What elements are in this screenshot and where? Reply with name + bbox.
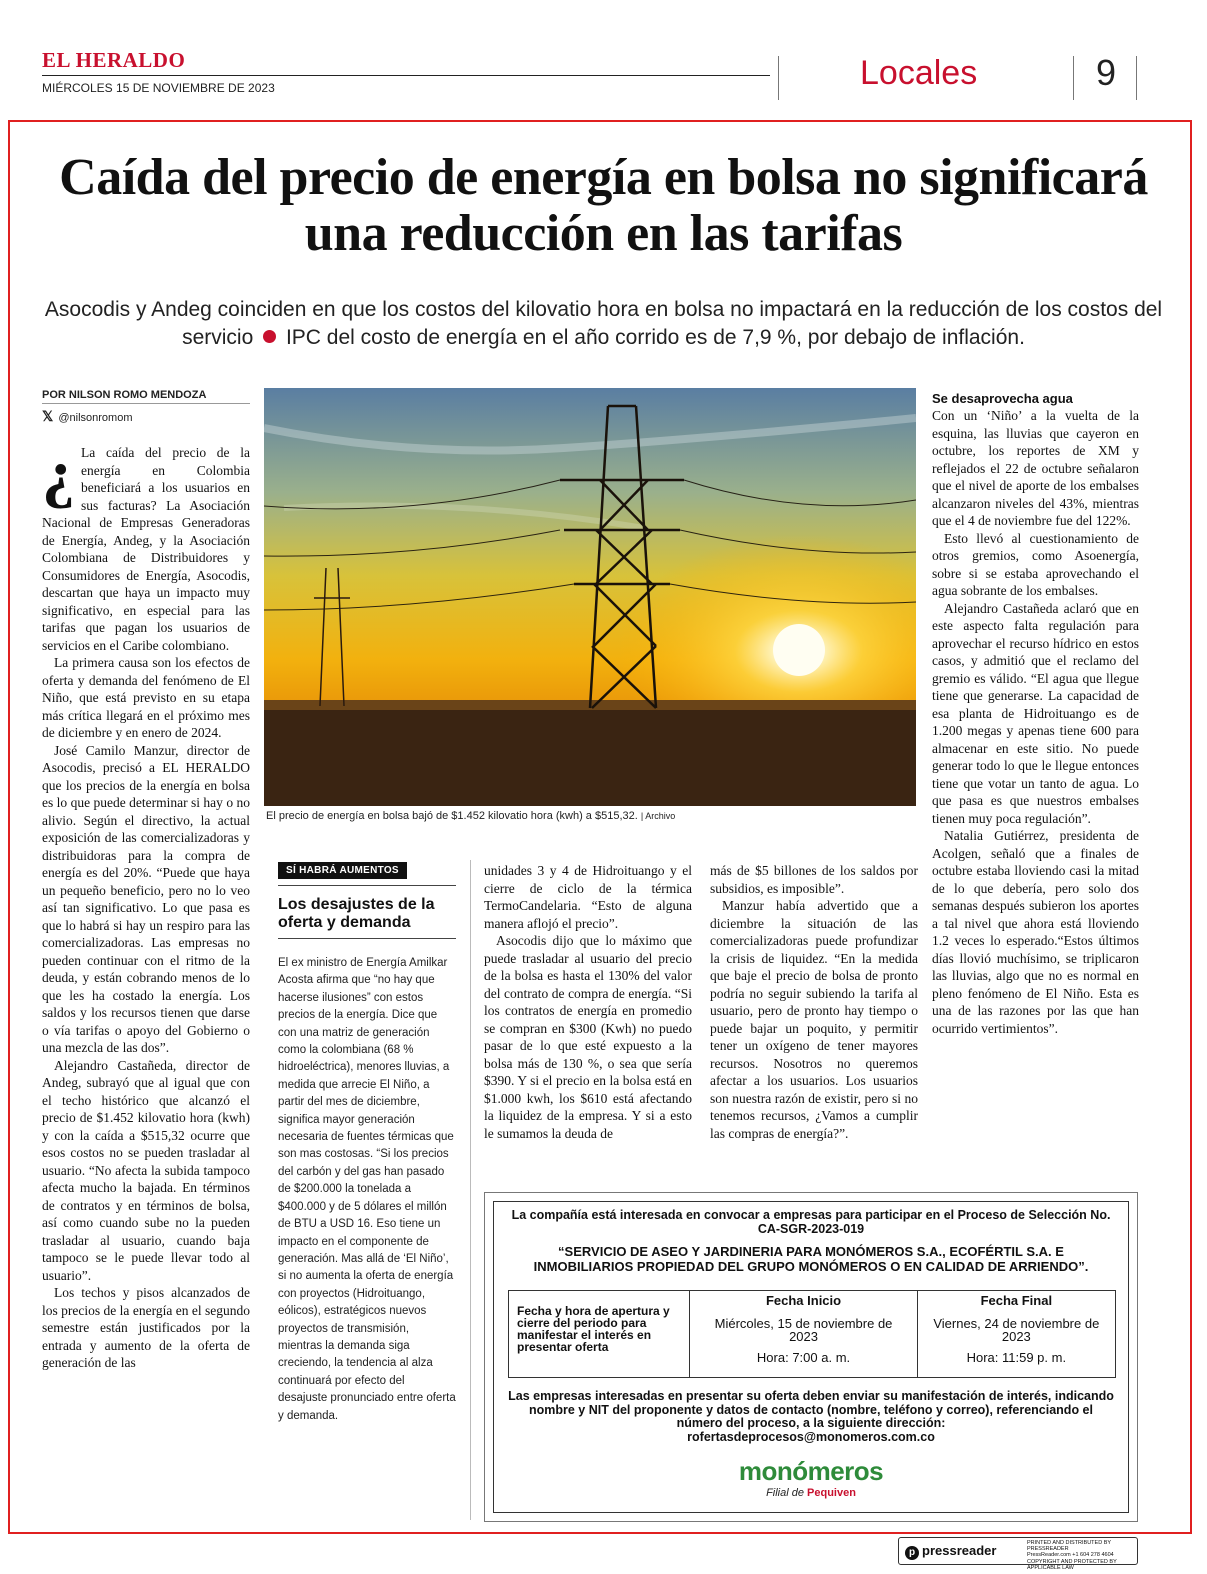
ad-intro: La compañía está interesada en convocar a empresas para participar en el Proceso de Selección No. CA-SGR-2023-019 (511, 1208, 1111, 1236)
divider (1073, 56, 1074, 100)
start-label: Fecha Inicio (765, 1293, 842, 1308)
article-column-3 (710, 862, 918, 1182)
transmission-tower-sunset-image (264, 388, 916, 806)
ad-period-label: Fecha y hora de apertura y cierre del periodo para manifestar el interés en presentar oferta (509, 1291, 690, 1377)
article-column-4 (932, 390, 1139, 1180)
monomeros-logo: monómeros (738, 1456, 884, 1486)
masthead-rule (42, 75, 770, 76)
caption-text: El precio de energía en bolsa bajó de $1.452 kilovatio hora (kwh) a $515,32. (266, 810, 638, 822)
press-logo-text: pressreader (922, 1543, 997, 1558)
photo-caption (266, 810, 916, 822)
paragraph: Manzur había advertido que a diciembre la situación de las comercializadoras puede profundizar la crisis de liquidez. “En la medida que baje el precio de bolsa de pronto podría no seguir subiendo la tarifa al usuario, pero de pronto hay tiempo o puede bajar un poquito, y permitir tener un oxígeno de tener mayores recursos. Nosotros no queremos afectar a los usuarios. Los usuarios son nuestra razón de existir, pero si no tenemos recursos, ¿Vamos a cumplir las compras de energía?”. (710, 898, 918, 1141)
advertisement (484, 1192, 1138, 1522)
ad-filial (494, 1487, 1128, 1499)
paragraph: Esto llevó al cuestionamiento de otros gremios, como Asoenergía, sobre si se estaba aprovechando el agua sobrante de los embalses. (932, 530, 1139, 598)
byline-rule (42, 403, 250, 404)
dropcap: ¿ (42, 444, 75, 510)
headline: Caída del precio de energía en bolsa no significará una reducción en las tarifas (59, 149, 1148, 262)
article-column-2 (484, 862, 692, 1182)
deck-part-2: IPC del costo de energía en el año corrido es de 7,9 %, por debajo de inflación. (285, 326, 1025, 349)
pressreader-notice (1027, 1540, 1137, 1571)
paragraph: Los techos y pisos alcanzados de los precios de la energía en el segundo semestre están justificados por la entrada y aumento de la oferta de generación de las (42, 1285, 250, 1370)
article-column-1 (42, 444, 250, 1524)
sidebar-kicker: SÍ HABRÁ AUMENTOS (278, 862, 407, 879)
start-time: Hora: 7:00 a. m. (756, 1350, 851, 1365)
newspaper-logo: EL HERALDO (42, 48, 186, 72)
paragraph: Con un ‘Niño’ a la vuelta de la esquina, las lluvias que cayeron en octubre, los reportes de XM y reflejados el 22 de octubre señalaron que el nivel de aporte de los embalses alcanzaron niveles del 43%, mientras que el 4 de noviembre fue del 122%. (932, 408, 1139, 528)
paragraph: unidades 3 y 4 de Hidroituango y el cierre de ciclo de la térmica TermoCandelaria. “Esto de alguna manera aflojó el precio”. (484, 863, 692, 931)
ad-email[interactable]: rofertasdeprocesos@monomeros.com.co (687, 1429, 935, 1444)
divider (778, 56, 779, 100)
ad-end-cell (918, 1291, 1115, 1377)
deck-part-1: Asocodis y Andeg coinciden en que los costos del kilovatio hora en bolsa no impactará en la reducción de los costos del servicio (44, 298, 1163, 349)
ad-title: “SERVICIO DE ASEO Y JARDINERIA PARA MONÓMEROS S.A., ECOFÉRTIL S.A. E INMOBILIARIOS PROPIEDAD DEL GRUPO MONÓMEROS O EN CALIDAD DE ARRIENDO”. (533, 1244, 1089, 1274)
paragraph: Alejandro Castañeda aclaró que en este aspecto falta regulación para aprovechar el recurso hídrico en estos casos, y admitió que el reclamo del gremio es válido. “El agua que llegue tiene que generarse. La capacidad de esa planta de Hidroituango es de 1.200 megas y apenas tiene 600 para almacenar en este sitio. No puede generar todo lo que le llegue entonces tiene que votar un tanto de agua. Lo que pasa es que nuestros embalses tienen muy poca regulación”. (932, 600, 1139, 826)
sidebar-text: El ex ministro de Energía Amilkar Acosta afirma que “no hay que hacerse ilusiones” con estos precios de la energía. Dice que con una matriz de generación como la colombiana (68 % hidroeléctrica), menores lluvias, a medida que arrecie El Niño, a partir del mes de diciembre, significa mayor generación necesaria de fuentes térmicas que son mas costosas. “Si los precios del carbón y del gas han pasado de $200.000 la tonelada a $400.000 y de 5 dólares el millón de BTU a USD 16. Eso tiene un impacto en el componente de generación. Mas allá de ‘El Niño’, si no aumenta la oferta de energía con proyectos (Hidroituango, eólicos), estratégicos nuevos proyectos de transmisión, mientras la demanda siga creciendo, la tendencia al alza continuará por efecto del desajuste pronunciado entre oferta y demanda. (278, 957, 456, 1422)
issue-date: MIÉRCOLES 15 DE NOVIEMBRE DE 2023 (42, 81, 275, 95)
ad-inner-frame (493, 1201, 1129, 1513)
press-line: COPYRIGHT AND PROTECTED BY APPLICABLE LAW (1027, 1558, 1117, 1571)
ad-instructions: Las empresas interesadas en presentar su oferta deben enviar su manifestación de interés, indicando nombre y NIT del proponente y datos de contacto (nombre, teléfono y correo), referenciando el número del proceso, a la siguiente dirección: (508, 1389, 1114, 1430)
x-logo-icon: 𝕏 (42, 408, 54, 424)
column-rule (470, 860, 471, 1520)
masthead (42, 48, 1142, 104)
author-handle[interactable] (42, 408, 132, 425)
ad-dates-table (508, 1290, 1116, 1378)
end-date: Viernes, 24 de noviembre de 2023 (933, 1316, 1100, 1344)
deck (40, 296, 1167, 352)
byline-author: POR NILSON ROMO MENDOZA (42, 389, 207, 401)
pequiven-logo: Pequiven (807, 1487, 856, 1499)
filial-text: Filial de (766, 1487, 804, 1499)
paragraph: Natalia Gutiérrez, presidenta de Acolgen, señaló que a finales de octubre estaba lloviendo casi la mitad de lo que debería, pero solo dos semanas después subieron los aportes a tal nivel que ahora está lloviendo 1.2 veces lo esperado.“Estos últimos días llovió muchísimo, se triplicaron las lluvias, algo que no es normal en pleno fenómeno de El Niño. Esta es una de las razones por las que han ocurrido vertimientos”. (932, 828, 1139, 1036)
paragraph: La primera causa son los efectos de oferta y demanda del fenómeno de El Niño, que está previsto en su etapa más crítica llegará en el próximo mes de diciembre y en enero de 2024. (42, 655, 250, 740)
column-subhead: Se desaprovecha agua (932, 391, 1073, 406)
pressreader-badge (898, 1537, 1138, 1571)
paragraph: La caída del precio de la energía en Colombia beneficiará a los usuarios en sus facturas? La Asociación Nacional de Empresas Generadoras de Energía, Andeg, y la Asociación Colombiana de Distribuidores y Consumidores de Energía, Asocodis, descartan que haya un impacto muy significativo, en especial para las tarifas que pagan los usuarios de servicios en el Caribe colombiano. (42, 445, 250, 653)
sidebar-rule (278, 885, 456, 886)
start-date: Miércoles, 15 de noviembre de 2023 (714, 1316, 893, 1344)
end-label: Fecha Final (980, 1293, 1053, 1308)
ad-body (508, 1390, 1114, 1444)
paragraph: Alejandro Castañeda, director de Andeg, subrayó que al igual que con el techo histórico que alcanzó el precio de $1.452 kilovatio hora (kwh) y con la caída a $515,32 ocurre que esos costos no se pueden trasladar al usuario. “No afecta la subida tampoco afecta mucho la bajada. En términos de contratos y en términos de bolsa, así como cuando sube no la pueden trasladar al usuario, cuando baja tampoco se le puede llevar todo al usuario”. (42, 1057, 250, 1283)
end-time: Hora: 11:59 p. m. (966, 1350, 1067, 1365)
sidebar-rule (278, 938, 456, 939)
ad-start-cell (690, 1291, 917, 1377)
paragraph: José Camilo Manzur, director de Asocodis, precisó a EL HERALDO que los precios de la energía en bolsa es lo que puede determinar si hay o no alivio. Según el directivo, la actual exposición de las comercializadoras y distribuidoras para la compra de energía es del 20%. “Puede que haya un pequeño beneficio, pero no lo veo así tan significativo. Lo que pasa es que lo habrá si hay un respiro para las comercializadoras. Las empresas no pueden continuar con el ritmo de la deuda, y están cobrando menos de lo que les ha costado la energía. Los saldos y los recursos tienen que darse o vía tarifas o apoyo del Gobierno o una mezcla de las dos”. (42, 742, 250, 1055)
press-line: PRINTED AND DISTRIBUTED BY PRESSREADER (1027, 1540, 1111, 1553)
page-number: 9 (1096, 52, 1117, 93)
caption-credit: | Archivo (640, 811, 676, 821)
byline (42, 389, 250, 404)
divider (1136, 56, 1137, 100)
handle-text: @nilsonromom (58, 412, 133, 424)
pressreader-icon: p (905, 1546, 919, 1560)
section-name: Locales (860, 54, 978, 92)
pressreader-logo (905, 1543, 999, 1560)
sidebar-box (278, 860, 456, 1520)
paragraph: Asocodis dijo que lo máximo que puede trasladar al usuario del precio de la bolsa es hasta el 130% del valor del contrato de compra de energía. “Si los contratos de energía en promedio se compran en $300 (Kwh) no puedo pasar de lo que esté expuesto a la bolsa más de 130 %, o sea que sería $390. Y si el precio en la bolsa está en $1.000 kwh, los $610 está afectando la liquidez de la empresa. Y si a esto le sumamos la deuda de (484, 933, 692, 1141)
paragraph: más de $5 billones de los saldos por subsidios, es imposible”. (710, 863, 918, 896)
sidebar-title: Los desajustes de la oferta y demanda (278, 896, 435, 931)
article-photo (264, 388, 916, 806)
bullet-icon (263, 330, 276, 343)
press-line: PressReader.com +1 604 278 4604 (1027, 1552, 1114, 1559)
